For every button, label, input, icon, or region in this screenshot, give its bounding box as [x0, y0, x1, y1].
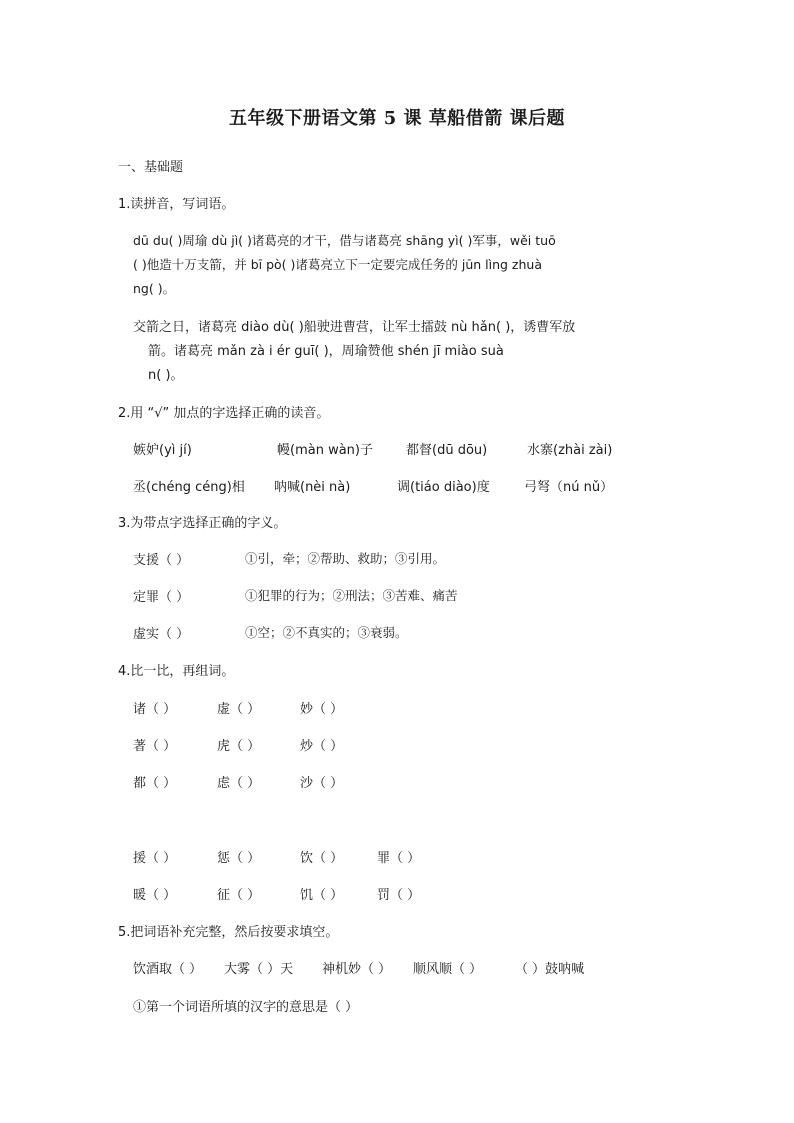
question-4-heading: 4.比一比，再组词。 [118, 664, 235, 679]
idiom-blank: 顺风顺（ ） [413, 962, 483, 977]
question-5-heading: 5.把词语补充完整，然后按要求填空。 [118, 925, 339, 940]
pinyin-choice: 嫉妒(yì jí) [133, 443, 192, 458]
question-1-line: 箭。诸葛亮 mǎn zà i ér guī( )，周瑜赞他 shén jī miào suà [148, 344, 504, 359]
pinyin-choice: 弓弩（nú nǔ） [524, 480, 614, 495]
pinyin-choice: 幔(màn wàn)子 [277, 443, 373, 458]
word-group-item: 沙（ ） [300, 776, 344, 791]
meaning-word: 定罪（ ） [133, 590, 190, 605]
pinyin-choice: 呐喊(nèi nà) [274, 480, 351, 495]
question-5-subitem: ①第一个词语所填的汉字的意思是（ ） [133, 1000, 359, 1015]
word-group-item: 暖（ ） [133, 888, 177, 903]
pinyin-choice: 调(tiáo diào)度 [397, 480, 490, 495]
word-group-item: 援（ ） [133, 851, 177, 866]
question-1-line: dū du( )周瑜 dù jì( )诸葛亮的才干，借与诸葛亮 shāng yì( )军事，wěi tuō [133, 233, 556, 248]
question-3-heading: 3.为带点字选择正确的字义。 [118, 516, 287, 531]
pinyin-choice: 丞(chéng céng)相 [133, 480, 245, 495]
word-group-item: 饥（ ） [300, 888, 344, 903]
pinyin-choice: 都督(dū dōu) [406, 443, 488, 458]
word-group-item: 虎（ ） [217, 739, 261, 754]
question-1-heading: 1.读拼音，写词语。 [118, 197, 235, 212]
idiom-blank: 大雾（ ）天 [224, 962, 294, 977]
meaning-options: ①犯罪的行为；②刑法；③苦难、痛苦 [245, 588, 458, 603]
word-group-item: 虚（ ） [217, 702, 261, 717]
word-group-item: 妙（ ） [300, 702, 344, 717]
meaning-options: ①引，牵；②帮助、救助；③引用。 [245, 551, 446, 566]
page-title: 五年级下册语文第 5 课 草船借箭 课后题 [228, 108, 566, 129]
meaning-word: 虚实（ ） [133, 627, 190, 642]
word-group-item: 炒（ ） [300, 739, 344, 754]
word-group-item: 都（ ） [133, 776, 177, 791]
meaning-word: 支援（ ） [133, 553, 190, 568]
word-group-item: 征（ ） [217, 888, 261, 903]
question-1-line: ( )他造十万支箭，并 bī pò( )诸葛亮立下一定要完成任务的 jūn lìng zhuà [133, 257, 542, 272]
word-group-item: 惩（ ） [217, 851, 261, 866]
pinyin-choice: 水寨(zhài zài) [527, 443, 613, 458]
word-group-item: 虑（ ） [217, 776, 261, 791]
word-group-item: 诸（ ） [133, 702, 177, 717]
question-2-heading: 2.用 “√” 加点的字选择正确的读音。 [118, 406, 330, 421]
word-group-item: 罚（ ） [377, 888, 421, 903]
idiom-blank: （ ）鼓呐喊 [515, 962, 585, 977]
section-heading: 一、基础题 [118, 160, 184, 175]
word-group-item: 罪（ ） [377, 851, 421, 866]
word-group-item: 著（ ） [133, 739, 177, 754]
word-group-item: 饮（ ） [300, 851, 344, 866]
meaning-options: ①空；②不真实的；③衰弱。 [245, 625, 408, 640]
idiom-blank: 饮酒取（ ） [133, 962, 203, 977]
idiom-blank: 神机妙（ ） [322, 962, 392, 977]
question-1-line: ng( )。 [133, 281, 176, 296]
question-1-line: 交箭之日，诸葛亮 diào dù( )船驶进曹营，让军士擂鼓 nù hǎn( )，诱曹军放 [133, 320, 576, 335]
question-1-line: n( )。 [148, 368, 184, 383]
